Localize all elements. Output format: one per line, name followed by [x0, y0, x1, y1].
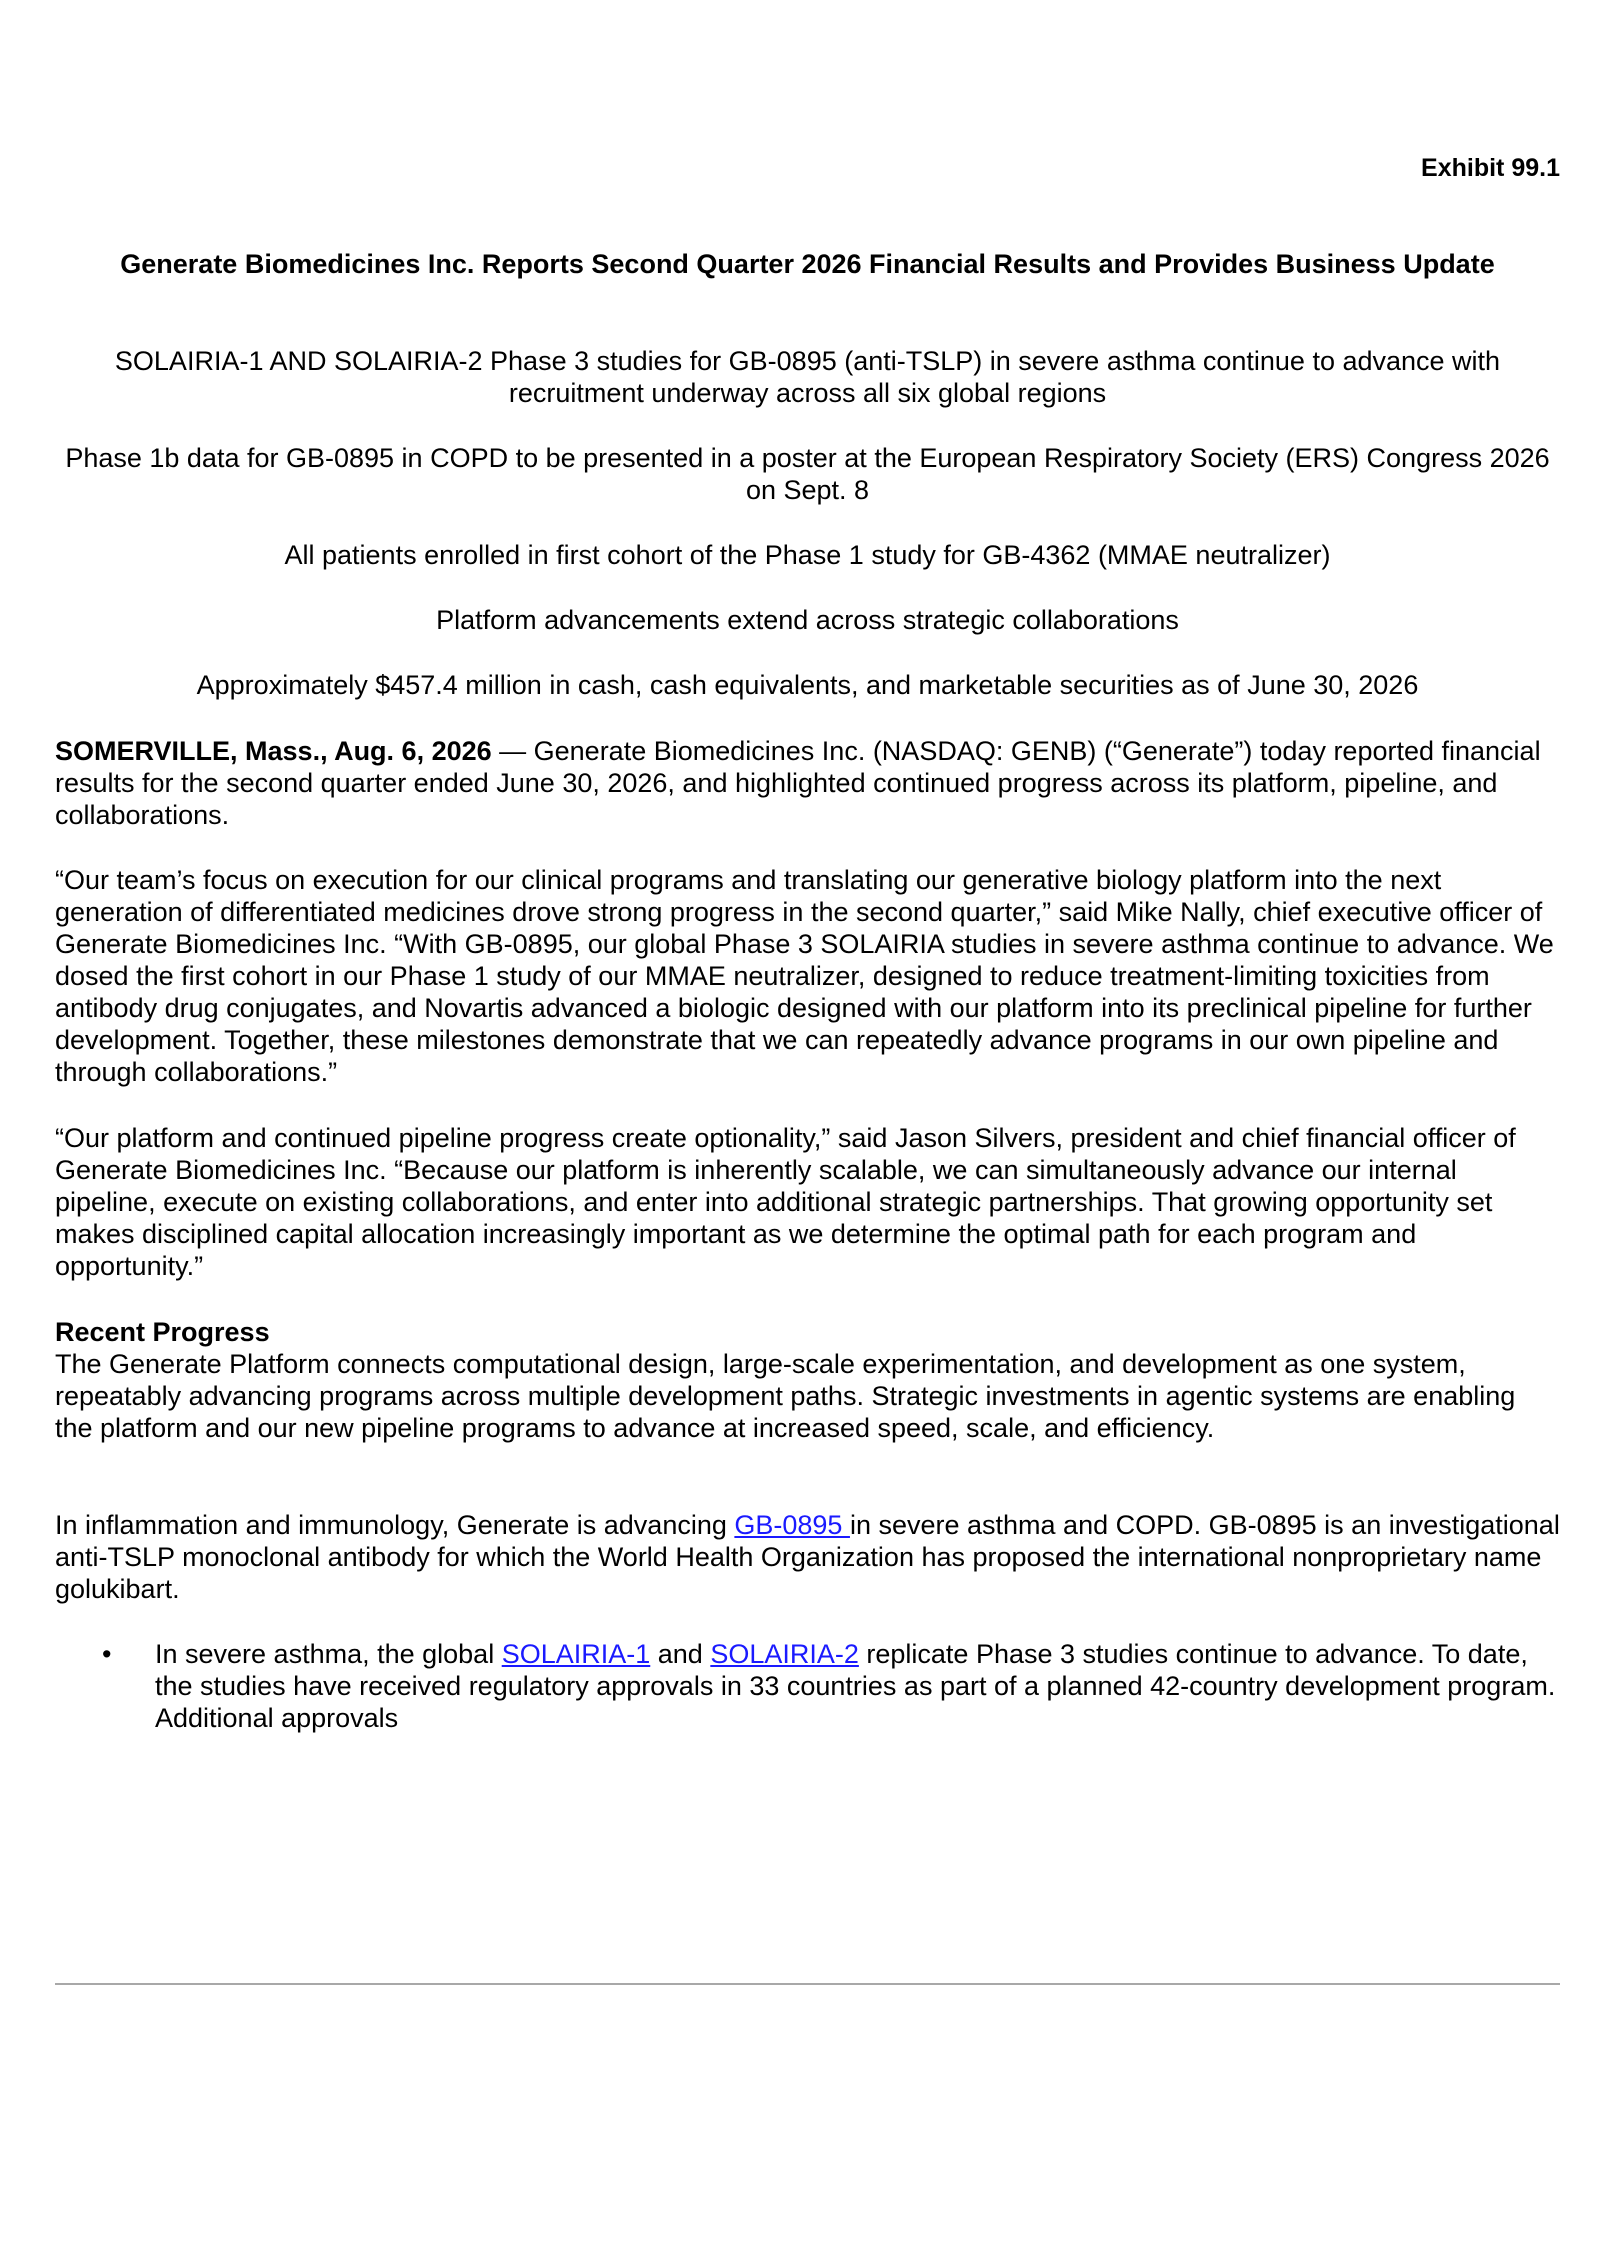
platform-paragraph: The Generate Platform connects computational design, large-scale experimentation, and development as one system, repeatably advancing programs across multiple development paths. Strategic investments in agentic systems are enabling the platform and our new pipeline programs to advance at increased speed, scale, and efficiency.	[55, 1349, 1516, 1443]
solairia-1-link[interactable]: SOLAIRIA-1	[501, 1639, 651, 1669]
cfo-quote-paragraph: “Our platform and continued pipeline progress create optionality,” said Jason Silvers, president and chief financial officer of Generate Biomedicines Inc. “Because our platform is inherently scalable, we can simultaneously advance our internal pipeline, execute on existing collaborations, and enter into additional strategic partnerships. That growing opportunity set makes disciplined capital allocation increasingly important as we determine the optimal path for each program and opportunity.”	[55, 1123, 1516, 1281]
bullet-icon: •	[102, 1639, 112, 1669]
solairia-2-link[interactable]: SOLAIRIA-2	[710, 1639, 859, 1669]
intro-text: — Generate Biomedicines Inc. (NASDAQ: GENB) (“Generate”) today reported financial results for the second quarter ended June 30, 2026, and highlighted continued progress across its platform, pipeline, and collaborations.	[55, 736, 1541, 830]
subheading-4: Platform advancements extend across strategic collaborations	[436, 605, 1179, 635]
gb-0895-link[interactable]: GB-0895	[734, 1510, 850, 1540]
subheading-3: All patients enrolled in first cohort of the Phase 1 study for GB-4362 (MMAE neutralizer)	[284, 540, 1331, 570]
dateline: SOMERVILLE, Mass., Aug. 6, 2026	[55, 736, 492, 766]
subheading-5: Approximately $457.4 million in cash, cash equivalents, and marketable securities as of June 30, 2026	[196, 670, 1419, 700]
subheading-2: Phase 1b data for GB-0895 in COPD to be presented in a poster at the European Respiratory Society (ERS) Congress 2026 on Sept. 8	[65, 443, 1550, 505]
ceo-quote-paragraph: “Our team’s focus on execution for our clinical programs and translating our generative biology platform into the next generation of differentiated medicines drove strong progress in the second quarter,” said Mike Nally, chief executive officer of Generate Biomedicines Inc. “With GB-0895, our global Phase 3 SOLAIRIA studies in severe asthma continue to advance. We dosed the first cohort in our Phase 1 study of our MMAE neutralizer, designed to reduce treatment-limiting toxicities from antibody drug conjugates, and Novartis advanced a biologic designed with our platform into its preclinical pipeline for further development. Together, these milestones demonstrate that we can repeatedly advance programs in our own pipeline and through collaborations.”	[55, 865, 1554, 1087]
press-release-title: Generate Biomedicines Inc. Reports Second Quarter 2026 Financial Results and Provides Business Update	[120, 249, 1495, 279]
recent-progress-heading: Recent Progress	[55, 1317, 270, 1347]
page-divider	[55, 1983, 1560, 1985]
bullet-text	[155, 1638, 1560, 1734]
bullet-text-part-3: replicate Phase 3 studies continue to advance. To date, the studies have received regulatory approvals in 33 countries as part of a planned 42-country development program. Additional approvals	[155, 1639, 1556, 1733]
subheading-1: SOLAIRIA-1 AND SOLAIRIA-2 Phase 3 studies for GB-0895 (anti-TSLP) in severe asthma continue to advance with recruitment underway across all six global regions	[114, 346, 1501, 408]
inflammation-text-end: in severe asthma and COPD. GB-0895 is an investigational anti-TSLP monoclonal antibody for which the World Health Organization has proposed the international nonproprietary name golukibart.	[55, 1510, 1560, 1604]
inflammation-paragraph	[55, 1509, 1560, 1605]
exhibit-label: Exhibit 99.1	[1421, 154, 1560, 182]
inflammation-text-start: In inflammation and immunology, Generate is advancing	[55, 1510, 735, 1540]
intro-paragraph	[55, 735, 1560, 831]
bullet-text-part-2: and	[650, 1639, 711, 1669]
bullet-text-part-1: In severe asthma, the global	[155, 1639, 502, 1669]
